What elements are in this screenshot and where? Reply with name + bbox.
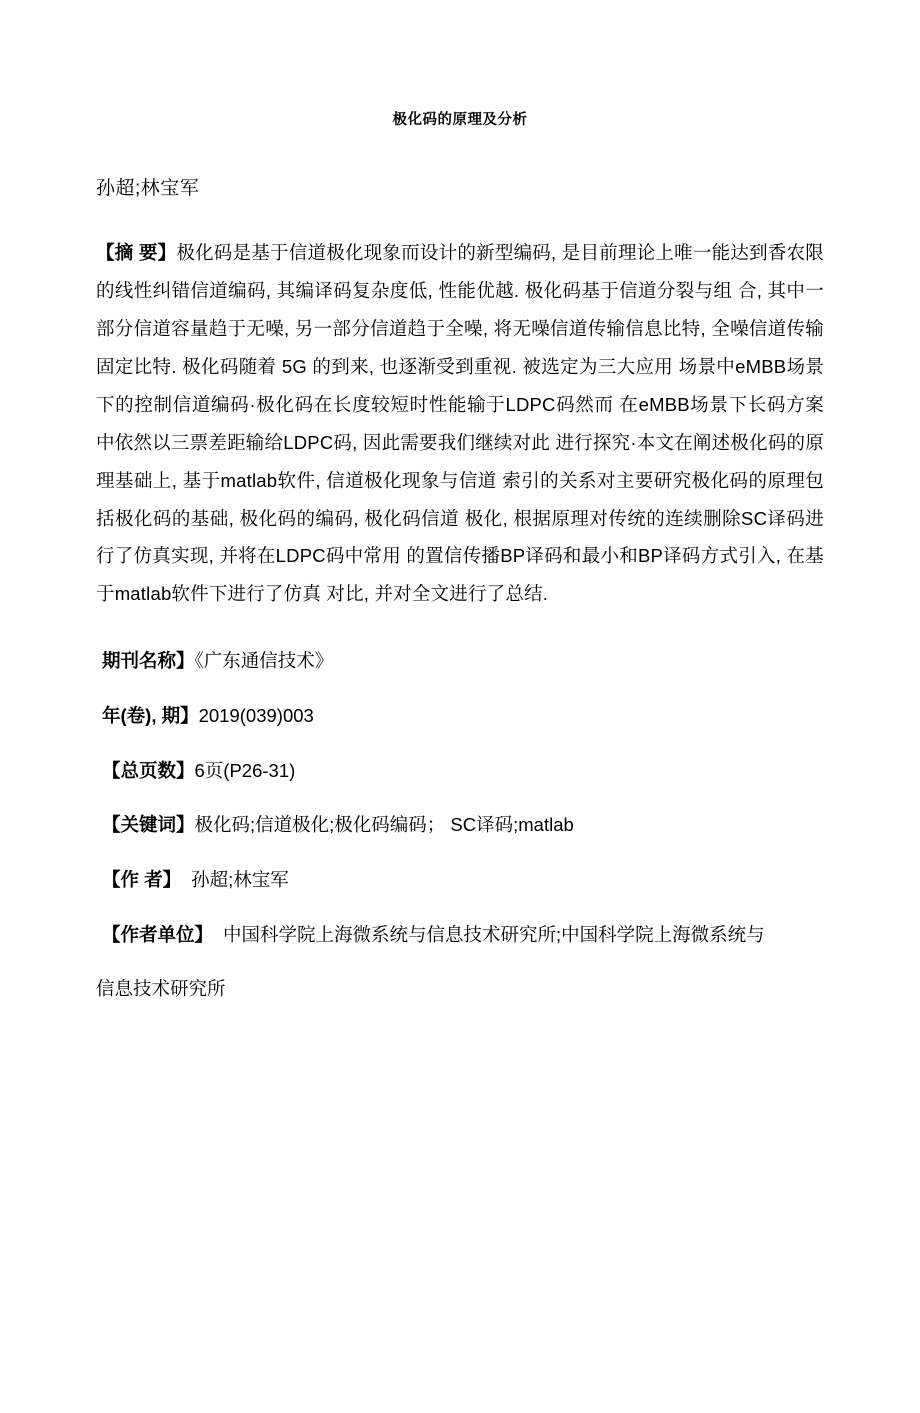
affiliation-value: 中国科学院上海微系统与信息技术研究所;中国科学院上海微系统与 xyxy=(223,923,765,945)
authors-label: 【作 者】 xyxy=(102,868,182,890)
affiliation-label: 【作者单位】 xyxy=(102,923,214,945)
meta-row xyxy=(96,811,824,840)
abstract-label: 【摘 要】 xyxy=(96,242,177,264)
keywords-label: 【关键词】 xyxy=(102,814,195,836)
meta-row xyxy=(96,647,824,676)
meta-row xyxy=(96,866,824,895)
authors-value: 孙超;林宝军 xyxy=(191,868,289,890)
year-volume-issue-label: 年(卷), 期】 xyxy=(102,704,199,726)
page-title: 极化码的原理及分析 xyxy=(392,112,528,128)
meta-row xyxy=(96,757,824,786)
page-count-value: 6页(P26-31) xyxy=(194,759,296,781)
keywords-value: 极化码;信道极化;极化码编码； SC译码;matlab xyxy=(194,814,574,836)
meta-row xyxy=(96,702,824,731)
year-volume-issue-value: 2019(039)003 xyxy=(198,704,314,726)
journal-name-label: 期刊名称】 xyxy=(102,650,195,672)
abstract-text: 极化码是基于信道极化现象而设计的新型编码, 是目前理论上唯一能达到香农限的线性纠错信道编码, 其编译码复杂度低, 性能优越. 极化码基于信道分裂与组 合, 其中一部分信道容量趋于无噪, 另一部分信道趋于全噪, 将无噪信道传输信息比特, 全噪信道传输固定比特. 极化码随着 5G 的到来, 也逐渐受到重视. 被选定为三大应用 场景中eMBB场景下的控制信道编码·极化码在长度较短时性能输于LDPC码然而 在eMBB场景下长码方案中依然以三票差距输给LDPC码, 因此需要我们继续对此 进行探究·本文在阐述极化码的原理基础上, 基于matlab软件, 信道极化现象与信道 索引的关系对主要研究极化码的原理包括极化码的基础, 极化码的编码, 极化码信道 极化, 根据原理对传统的连续删除SC译码进行了仿真实现, 并将在LDPC码中常用 的置信传播BP译码和最小和BP译码方式引入, 在基于matlab软件下进行了仿真 对比, 并对全文进行了总结. xyxy=(96,242,825,605)
page-count-label: 【总页数】 xyxy=(102,759,195,781)
document-page xyxy=(0,112,920,1413)
journal-name-value: 《广东通信技术》 xyxy=(194,650,334,672)
metadata-block xyxy=(96,647,824,1004)
abstract-block xyxy=(96,234,824,613)
affiliation-continuation: 信息技术研究所 xyxy=(96,978,226,1000)
meta-row xyxy=(96,921,824,950)
authors-line: 孙超;林宝军 xyxy=(96,178,200,200)
